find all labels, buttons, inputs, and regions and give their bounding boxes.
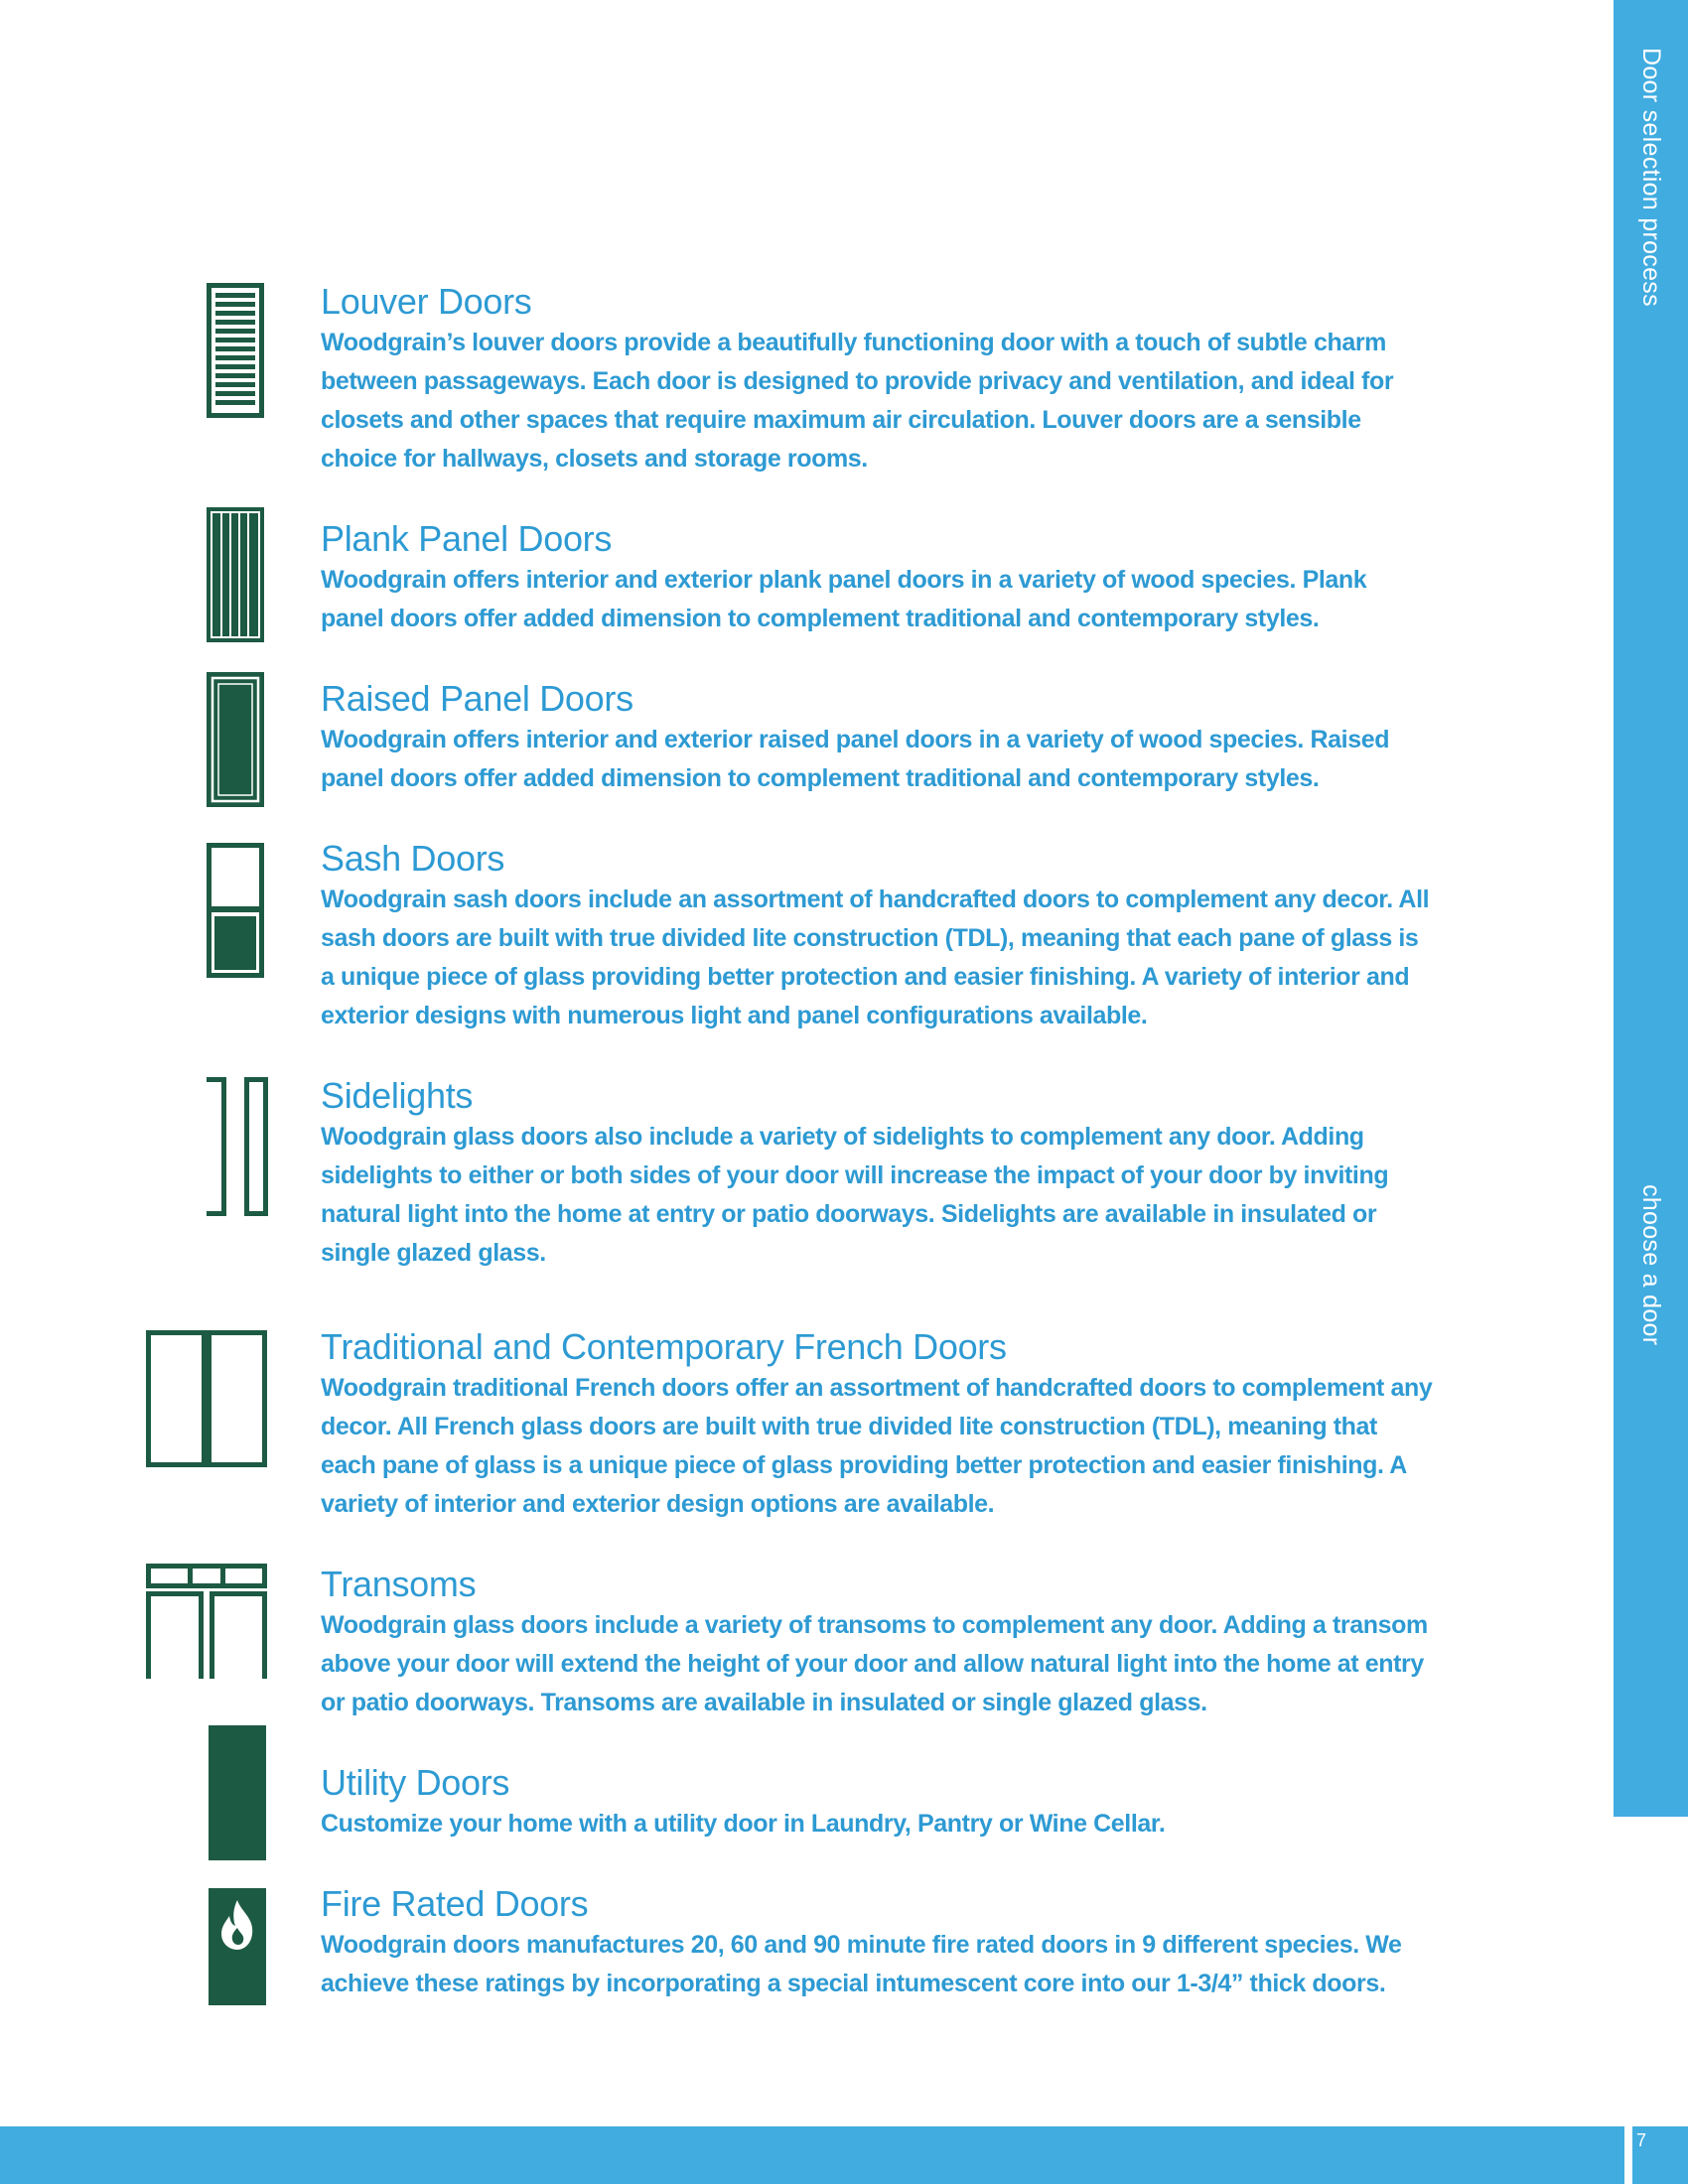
section-body: Woodgrain sash doors include an assortment of handcrafted doors to complement any decor. All sash doors are built with true divided lite construction (TDL), meaning that each pane of glass is a unique piece of glass providing better protection and easier finishing. A variety of interior and exterior designs with numerous light and panel configurations available. [321,886,1430,1029]
section-utility-doors [321,1761,1433,1843]
transom-icon [146,1564,267,1679]
section-title: Traditional and Contemporary French Doors [321,1326,1007,1367]
plank-panel-door-icon [207,507,264,642]
section-title: Utility Doors [321,1762,510,1803]
section-title: Fire Rated Doors [321,1883,589,1924]
section-body: Woodgrain offers interior and exterior raised panel doors in a variety of wood species. Raised panel doors offer added dimension to complement traditional and contemporary styles. [321,726,1390,792]
section-title: Plank Panel Doors [321,518,613,559]
section-body: Customize your home with a utility door in Laundry, Pantry or Wine Cellar. [321,1810,1166,1838]
section-transoms [321,1563,1433,1722]
section-title: Sash Doors [321,838,505,879]
side-tab-section-label: Door selection process [1637,48,1665,307]
sash-door-icon [207,843,264,978]
section-title: Sidelights [321,1075,474,1116]
section-title: Transoms [321,1564,477,1604]
section-body: Woodgrain glass doors include a variety of transoms to complement any door. Adding a transom above your door will extend the height of your door and allow natural light into the home at entry or patio doorways. Transoms are available in insulated or single glazed glass. [321,1611,1428,1716]
section-french-doors [321,1325,1433,1524]
section-louver-doors [321,280,1433,478]
page-number: 7 [1636,2130,1647,2150]
section-plank-panel-doors [321,517,1433,638]
louver-door-icon [207,283,264,418]
raised-panel-door-icon [207,672,264,807]
section-body: Woodgrain’s louver doors provide a beautifully functioning door with a touch of subtle charm between passageways. Each door is designed to provide privacy and ventilation, and ideal for closets and other spaces that require maximum air circulation. Louver doors are a sensible choice for hallways, closets and storage rooms. [321,329,1394,473]
section-body: Woodgrain offers interior and exterior plank panel doors in a variety of wood species. Plank panel doors offer added dimension to complement traditional and contemporary styles. [321,566,1367,632]
section-title: Raised Panel Doors [321,678,633,719]
side-tab-topic-label: choose a door [1637,1184,1665,1346]
section-raised-panel-doors [321,677,1433,798]
french-doors-icon [146,1330,267,1467]
sidelights-icon [207,1077,270,1216]
footer-bar [0,2126,1624,2184]
section-sidelights [321,1074,1433,1273]
section-sash-doors [321,837,1433,1035]
section-fire-rated-doors [321,1882,1433,2003]
section-title: Louver Doors [321,281,532,322]
fire-rated-door-icon [209,1888,266,2005]
section-body: Woodgrain doors manufactures 20, 60 and 90 minute fire rated doors in 9 different species. We achieve these ratings by incorporating a special intumescent core into our 1-3/4” thick doors. [321,1931,1402,1997]
section-body: Woodgrain traditional French doors offer an assortment of handcrafted doors to complement any decor. All French glass doors are built with true divided lite construction (TDL), meaning that each pane of glass is a unique piece of glass providing better protection and easier finishing. A variety of interior and exterior design options are available. [321,1374,1433,1518]
utility-door-icon [209,1725,266,1860]
section-body: Woodgrain glass doors also include a variety of sidelights to complement any door. Adding sidelights to either or both sides of your door will increase the impact of your door by inviting natural light into the home at entry or patio doorways. Sidelights are available in insulated or single glazed glass. [321,1123,1389,1267]
